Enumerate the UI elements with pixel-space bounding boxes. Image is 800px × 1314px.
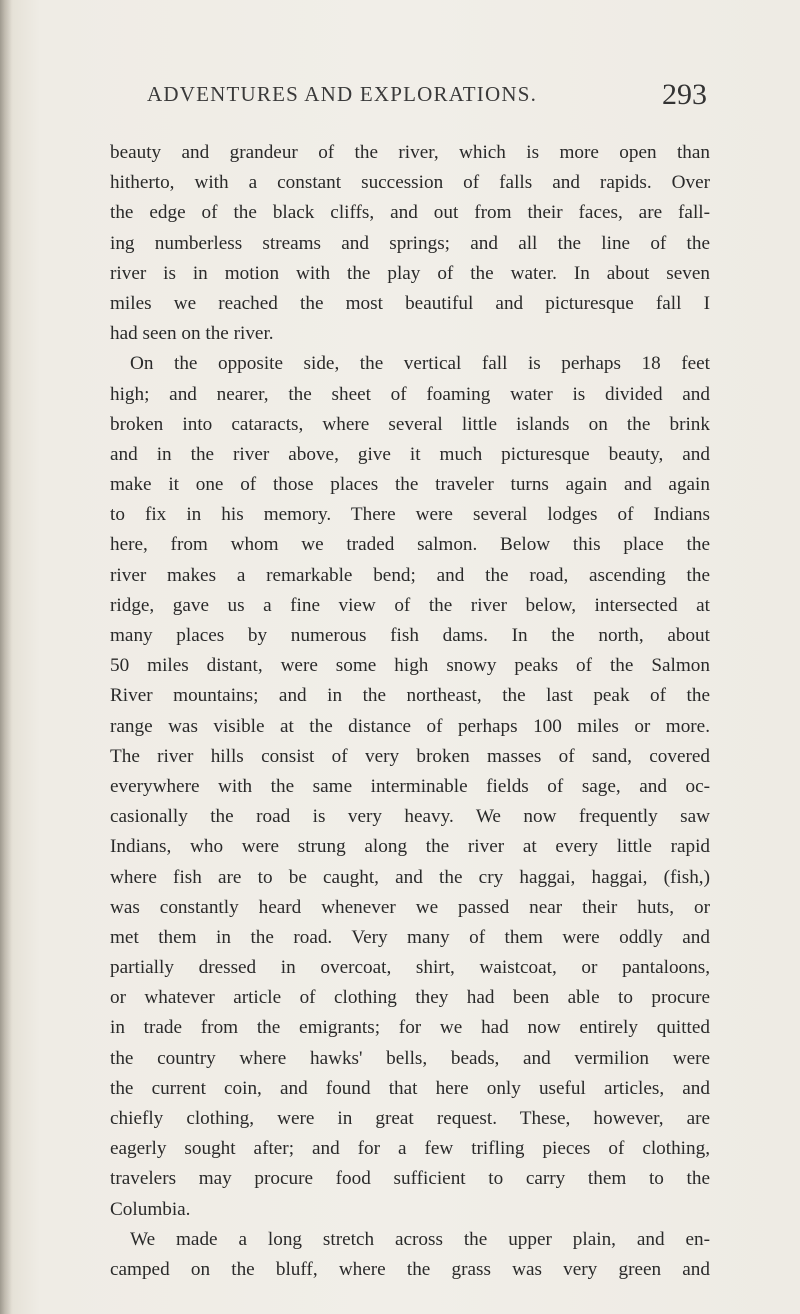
text-line: miles we reached the most beautiful and picturesque fall I (110, 292, 710, 314)
text-line: met them in the road. Very many of them were oddly and (110, 926, 710, 948)
text-line: many places by numerous fish dams. In the north, about (110, 625, 710, 646)
text-line: river is in motion with the play of the water. In about seven (110, 262, 710, 284)
text-line: to fix in his memory. There were several lodges of Indians (110, 504, 710, 526)
text-line: ing numberless streams and springs; and all the line of the (110, 232, 710, 254)
text-line: ridge, gave us a fine view of the river below, intersected at (110, 594, 710, 616)
body-text (110, 138, 710, 1285)
text-line: high; and nearer, the sheet of foaming water is divided and (110, 383, 710, 405)
text-line: casionally the road is very heavy. We now frequently saw (110, 806, 710, 828)
text-line: beauty and grandeur of the river, which is more open than (110, 142, 710, 163)
text-line: where fish are to be caught, and the cry haggai, haggai, (fish,) (110, 866, 710, 888)
text-line: the country where hawks' bells, beads, and vermilion were (110, 1047, 710, 1069)
text-line: chiefly clothing, were in great request. These, however, are (110, 1108, 710, 1129)
text-line: in trade from the emigrants; for we had now entirely quitted (110, 1017, 710, 1039)
running-head-title: ADVENTURES AND EXPLORATIONS. (147, 82, 538, 106)
text-line: 50 miles distant, were some high snowy peaks of the Salmon (110, 655, 710, 677)
text-line: the current coin, and found that here only useful articles, and (110, 1077, 710, 1099)
text-line: broken into cataracts, where several little islands on the brink (110, 413, 710, 435)
text-line: eagerly sought after; and for a few trifling pieces of clothing, (110, 1138, 710, 1160)
text-line: River mountains; and in the northeast, the last peak of the (110, 685, 710, 707)
text-line: Indians, who were strung along the river at every little rapid (110, 836, 710, 858)
text-line: hitherto, with a constant succession of falls and rapids. Over (110, 172, 710, 194)
paragraph-start-line: We made a long stretch across the upper plain, and en- (130, 1228, 710, 1250)
text-line: make it one of those places the traveler turns again and again (110, 474, 710, 496)
text-line: The river hills consist of very broken masses of sand, covered (110, 745, 710, 767)
text-line: partially dressed in overcoat, shirt, waistcoat, or pantaloons, (110, 957, 710, 979)
paragraph-end-line: had seen on the river. (110, 323, 274, 345)
text-line: travelers may procure food sufficient to carry them to the (110, 1168, 710, 1190)
text-line: camped on the bluff, where the grass was very green and (110, 1258, 710, 1280)
text-line: here, from whom we traded salmon. Below this place the (110, 534, 710, 556)
text-line: the edge of the black cliffs, and out from their faces, are fall- (110, 202, 710, 224)
text-line: everywhere with the same interminable fields of sage, and oc- (110, 775, 710, 797)
text-line: was constantly heard whenever we passed near their huts, or (110, 896, 710, 918)
paragraph-end-line: Columbia. (110, 1198, 191, 1220)
text-line: range was visible at the distance of perhaps 100 miles or more. (110, 715, 710, 737)
paragraph-start-line: On the opposite side, the vertical fall is perhaps 18 feet (130, 353, 710, 375)
page-binding-edge (0, 0, 12, 1314)
text-line: or whatever article of clothing they had been able to procure (110, 987, 710, 1009)
text-line: and in the river above, give it much picturesque beauty, and (110, 443, 710, 465)
text-line: river makes a remarkable bend; and the road, ascending the (110, 564, 710, 586)
page-number: 293 (662, 78, 707, 111)
running-head (147, 78, 707, 122)
